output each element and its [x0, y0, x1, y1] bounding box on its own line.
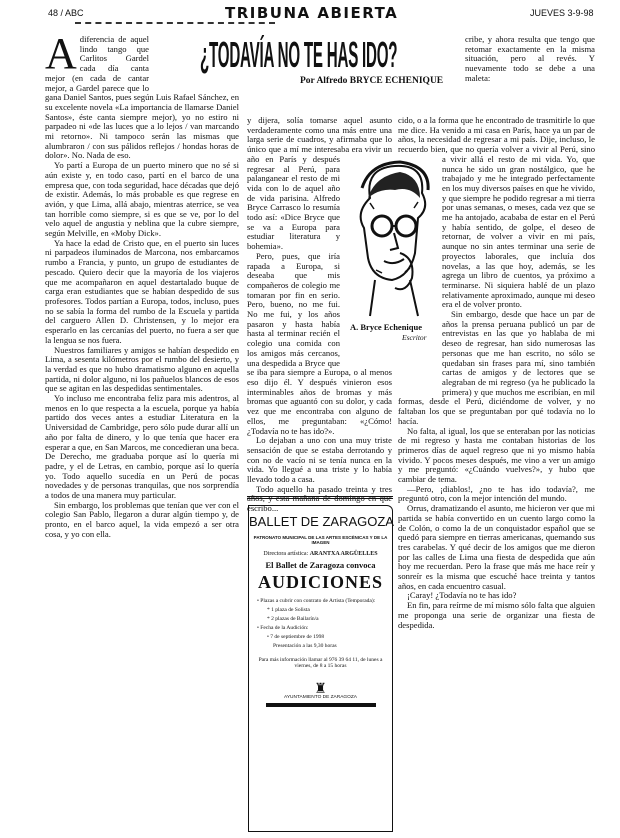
paragraph: —Pero, ¡diablos!, ¿no te has ido todavía?, me preguntó otro, con la mejor intención del mundo. [398, 483, 595, 504]
paragraph: cribe, y ahora resulta que tengo que retomar exactamente en la misma situación, pero al revés. Y nuevamente todo se debe a una maleta: [465, 34, 595, 83]
paragraph: Nuestros familiares y amigos se habían despedido en Lima, a sesenta kilómetros por el rumbo del desierto, y la verdad es que no hubo dramatismo alguno en aquella partida, ni dolor alguno, ni los pañuelos blancos de esos que se agitan en las despedidas sentimentales. [45, 344, 239, 394]
paragraph: Pero, pues, que iría rapada a Europa, si deseaba que mis compañeros de colegio me tomaran por fin en serio. Pero, bueno, no me fui. No me fui, y los años pasaron y hasta había hasta al terminar recién el colegio una comida con los amigos más cercanos, una despedida a Bryce que se iba para siempre a Europa, o al menos eso dijo él. Y después vinieron esos interminables años de bromas y más bromas que aguantó con su dolor, y cada vez que me encontraba con alguno de ellos, me preguntaban: «¿Cómo! ¿Todavía no te has ido?». [247, 250, 392, 436]
article-headline: ¿TODAVÍA NO TE HAS IDO? [200, 34, 398, 75]
caricature-caption: A. Bryce Echenique [350, 322, 423, 332]
paragraph: Yo incluso me encontraba feliz para mis adentros, al menos en lo que respecta a la escuela, porque ya había partido dos veces antes a estudiar Literatura en la Universidad de Cambridge, pero sólo pude durar allí un año por falta de dinero, y lo que tenía que hacer era esperar a que, en San Marcos, me concedieran una beca. De Derecho, me graduaba porque así lo quería mi padre, y el de Letras, en cambio, porque así lo quería yo. Todo aquello sucedía en un Perú de pocas novedades y de personas tranquilas, que nos sorprendía a todos de una manera muy particular. [45, 393, 239, 501]
paragraph: Sin embargo, los problemas que tenían que ver con el colegio San Pablo, llegaron a durar algún tiempo y, de pronto, en el barco aquel, la vida empezó a ser otra cosa, y yo con ella. [45, 499, 239, 539]
paragraph: cido, o a la forma que he encontrado de trasmitirle lo que me dice. Ha venido a mi casa en París, hace ya un par de años, la necesidad de regresar a mi país. Dije, incluso, le recuerdo bien, que no quería volver a vivir al Perú, sino a vivir allá el resto de mi vida. Yo, que nunca he sido un gran nostálgico, que he trabajado y me he integrado perfectamente en los muy diversos países en que he vivido, y que siempre he podido regresar a mi tierra por unas semanas, o meses, cada vez que se me ha antojado, acababa de estar en el Perú y había sentido, de golpe, el deseo de retornar, de volver a vivir en mi país, aunque no sin antes terminar una serie de proyectos laborales, que incluía dos novelas, a las que hoy, además, se les agrega un libro de cuentos, ya próximo a terminarse. Ni siquiera hablé de un plazo relativamente aproximado, aunque mi deseo era el de volver pronto. [398, 115, 595, 310]
paragraph: ¡Caray! ¿Todavía no te has ido? [407, 590, 517, 601]
plazas-label: • Plazas a cubrir con contrato de Artista (Temporada): [257, 598, 376, 604]
ad-divider [247, 496, 393, 499]
ad-patronato: PATRONATO MUNICIPAL DE LAS ARTES ESCÉNICAS Y DE LA IMAGEN [253, 535, 388, 545]
fecha-label: • Fecha de la Audición: [257, 625, 309, 631]
ad-sponsor [249, 681, 392, 707]
plaza-soloist: * 1 plaza de Solista [267, 607, 310, 613]
article-byline: Por Alfredo BRYCE ECHENIQUE [300, 76, 444, 86]
ad-brand: BALLET DE ZARAGOZA [249, 514, 394, 529]
page-number: 48 / ABC [48, 8, 84, 18]
presentacion: Presentación a las 9,30 horas [273, 643, 337, 649]
fecha-value: • 7 de septiembre de 1998 [267, 634, 325, 640]
plaza-dancer: * 2 plazas de Bailarín/a [267, 616, 319, 622]
director-label: Directora artística: [263, 551, 309, 557]
article-column-top-right [465, 35, 595, 113]
drop-cap: A [45, 29, 77, 78]
paragraph: Ya hace la edad de Cristo que, en el puerto sin luces ni parpadeos iluminados de Marcona, nos embarcamos rumbo a Francia, y punto, un grupo de estudiantes de pescado. Quiero decir que la mayoría de los viajeros que me acompañaron en aquel destartalado buque de carga eran estudiantes que se habían despedido de sus profesores. Todos partían a Europa, todos, incluso, pues no se sabía la forma del rumbo de la Escuela y partida del carguero Allen D. Christensen, y lo mejor era esperarlo en las cercanías del puerto, no fuera a ser que la lengua se nos fuera. [45, 237, 239, 345]
ad-convoca: El Ballet de Zaragoza convoca [265, 560, 376, 570]
paragraph: En fin, para reírme de mí mismo sólo falta que alguien me proponga una serie de organizar una fiesta de despedida. [398, 600, 595, 630]
paragraph: Lo dejaban a uno con una muy triste sensación de que se estaba derrotando y con no de vacío ni se tenía nunca en la vida. Yo llegué a una triste y lo había llevado todo a casa. [247, 435, 392, 485]
article-column-1 [45, 29, 239, 835]
ad-details [249, 597, 392, 651]
paragraph: No falta, al igual, los que se enteraban por las noticias de mi regreso y hasta me contaban historias de los primeros días de aquel regreso que ni yo mismo había vivido. Y pocos meses después, me vino a ver un amigo y me preguntó: «¿Cuándo vuelves?», y hubo que cambiar de tema. [398, 425, 595, 485]
ballet-audition-ad [248, 505, 393, 832]
section-title: TRIBUNA ABIERTA [225, 4, 399, 22]
author-caricature [340, 158, 440, 318]
caricature-role: Escritor [402, 333, 427, 342]
sponsor-name: AYUNTAMIENTO DE ZARAGOZA [283, 695, 358, 700]
dotted-divider [75, 22, 275, 24]
director-name: ARANTXA ARGÜELLES [309, 551, 378, 557]
paragraph: y dijera, solía tomarse aquel asunto verdaderamente como una más entre una larga serie de cuadros, y afirmaba que lo único que a mí me interesaba era vivir un año en París y después regresar al Perú, para palanganear el resto de mi vida con lo de aquel año de vida parisina. Alfredo Bryce Carrasco lo resumía todo así: «Dice Bryce que se va a Europa para estudiar literatura y bohemia». [247, 115, 392, 252]
paragraph: Yo partí a Europa de un puerto minero que no sé si aún existe y, en todo caso, partí en el barco de una empresa que, con toda seguridad, hace décadas que dejó de existir. Además, lo más probable es que regrese en avión, y que Lima, allá abajo, mientras aterrice, se vea tan horrible como siempre, si es que se ve, por lo del velo aquel de angustia y neblina que la cubre siempre, según Melville, en «Moby Dick». [45, 160, 239, 239]
paragraph: Todo aquello ha pasado treinta y tres años, y esta mañana de domingo en que escribo... [247, 483, 392, 514]
sponsor-bar [266, 703, 376, 707]
ad-director [249, 551, 392, 557]
paragraph: Sin embargo, desde que hace un par de años la prensa peruana publicó un par de entrevistas en las que yo hablaba de mi deseo de regresar, han sido numerosas las personas que me han escrito, no sólo se quedaban sin frases para mí, sino también cartas de amigos y de lectores que se alegraban de mi regreso (ya he publicado la primera) y que muchos me escribían, en mil formas, desde el Perú, diciéndome de volver, y no faltaban los que se preguntaban por qué todavía no lo hacía. [398, 309, 595, 426]
ad-headline: AUDICIONES [257, 572, 384, 592]
paragraph: Orrus, dramatizando el asunto, me hicieron ver que mi partida se había convertido en un cuento largo como la de Colón, o como la de un conquistador español que se quedó para siempre en tierras americanas, quemando sus tres carabelas. Y qué decir de los amigos que me dieron por las calles de Lima una fiesta de despedida que aún hoy me recuerdan. Pero la frase que más me hace reír y sonreír es la misma que escuché hace treinta y tantos años, en cada encuentro casual. [398, 503, 595, 591]
lion-crest-icon: ♜ [314, 680, 327, 696]
headline-gap [149, 35, 239, 93]
ad-info: Para más información llamar al 976 39 64 11, de lunes a viernes, de 8 a 15 horas [258, 657, 383, 669]
paragraph-text: diferencia de aquel lindo tango que Carlitos Gardel cada día canta mejor (en cada de cantar mejor, a Gardel parece que lo gana Daniel Santos, pues según Luis Rafael Sánchez, en su excelente novela «La importancia de llamarse Daniel Santos», éste canta siempre mejor), yo no estiro ni parpadeo ni «de las luces que a lo lejos / van marcando mi retorno». Ni tampoco serán las mismas que alumbraron / con sus pálidos reflejos / hondas horas de dolor». No. Nada de eso. [45, 34, 239, 161]
issue-date: JUEVES 3-9-98 [530, 8, 594, 18]
